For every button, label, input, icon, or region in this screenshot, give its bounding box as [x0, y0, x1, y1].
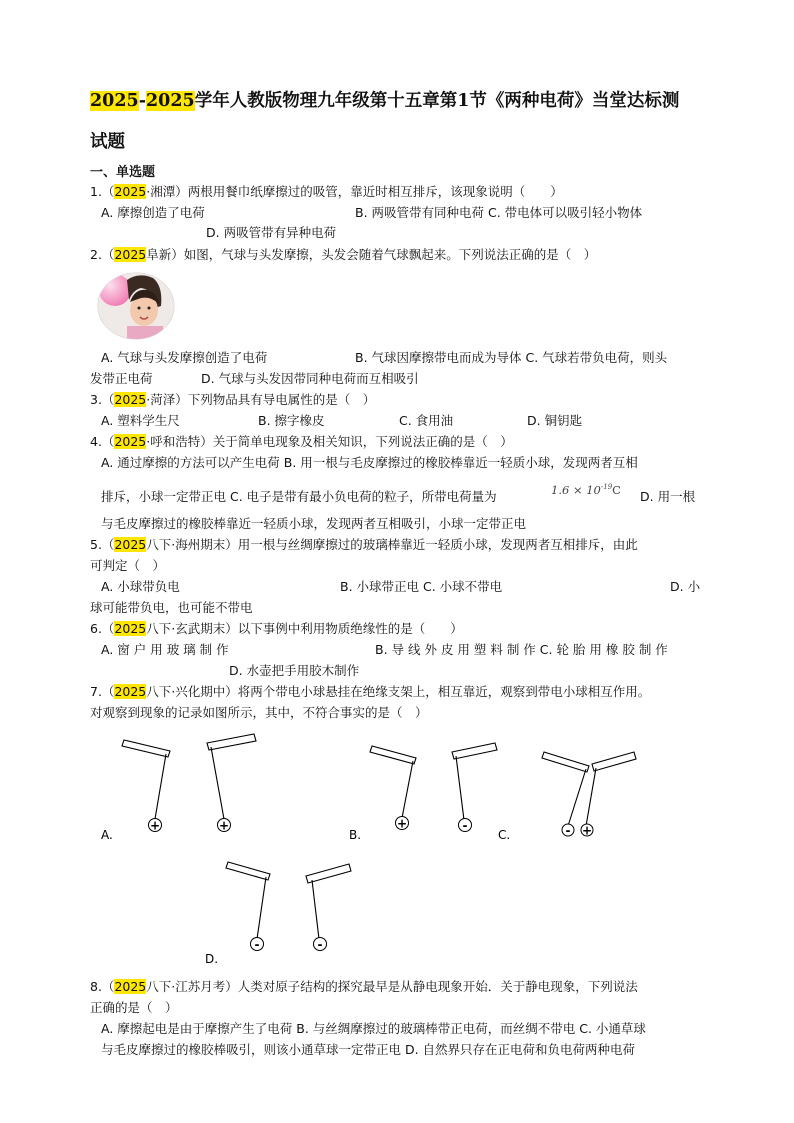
q2-option-bc: B. 气球因摩擦带电而成为导体 C. 气球若带负电荷，则头 — [355, 350, 668, 365]
q5-option-a: A. 小球带负电 — [101, 579, 180, 594]
title-year-start: 2025 — [90, 91, 139, 111]
figure-label-d: D. — [205, 952, 219, 966]
section-heading: 一、单选题 — [90, 165, 156, 180]
charge-sign: + — [396, 816, 408, 831]
electron-charge-formula: $1.6 \times 10^{-19}C$ — [551, 483, 621, 497]
figure-label-b: B. — [349, 828, 362, 842]
title-dash: - — [138, 91, 146, 111]
q6-option-a: A. 窗 户 用 玻 璃 制 作 — [101, 642, 229, 657]
q8-options-line1: A. 摩擦起电是由于摩擦产生了电荷 B. 与丝绸摩擦过的玻璃棒带正电荷，而丝绸不带电 C. 小通草球 — [101, 1021, 646, 1036]
year-highlight: 2025 — [114, 621, 147, 636]
q5-continued: 可判定（ ） — [90, 558, 166, 573]
year-highlight: 2025 — [114, 184, 147, 199]
balloon-girl-image — [97, 272, 175, 340]
question-7: 7.（2025八下·兴化期中）将两个带电小球悬挂在绝缘支架上，相互靠近，观察到带电小球相互作用。 — [90, 684, 651, 699]
year-highlight: 2025 — [114, 392, 147, 407]
q4-options-line1: A. 通过摩擦的方法可以产生电荷 B. 用一根与毛皮摩擦过的橡胶棒靠近一轻质小球，发现两者互相 — [101, 455, 638, 470]
q5-option-d-continued: 球可能带负电，也可能不带电 — [90, 600, 253, 615]
q1-option-a: A. 摩擦创造了电荷 — [101, 205, 205, 220]
figure-label-c: C. — [498, 828, 511, 842]
q8-continued: 正确的是（ ） — [90, 1000, 178, 1015]
year-highlight: 2025 — [114, 684, 147, 699]
charge-sign: - — [254, 937, 260, 952]
q3-option-d: D. 铜钥匙 — [527, 413, 583, 428]
year-highlight: 2025 — [114, 247, 147, 262]
q4-option-d: D. 用一根 — [640, 489, 696, 504]
q7-continued: 对观察到现象的记录如图所示，其中，不符合事实的是（ ） — [90, 705, 428, 720]
figure-label-a: A. — [101, 828, 113, 842]
question-6: 6.（2025八下·玄武期末）以下事例中利用物质绝缘性的是（ ） — [90, 621, 463, 636]
charge-sign: + — [218, 818, 230, 833]
q2-option-c-continued: 发带正电荷 — [90, 371, 153, 386]
q1-option-bc: B. 两吸管带有同种电荷 C. 带电体可以吸引轻小物体 — [355, 205, 643, 220]
year-highlight: 2025 — [114, 979, 147, 994]
q8-options-line2: 与毛皮摩擦过的橡胶棒吸引，则该小通草球一定带正电 D. 自然界只存在正电荷和负电荷两种电荷 — [101, 1042, 636, 1057]
figure-a — [122, 734, 256, 819]
document-title-line2: 试题 — [90, 132, 125, 152]
q4-options-line3: 与毛皮摩擦过的橡胶棒靠近一轻质小球，发现两者互相吸引，小球一定带正电 — [101, 516, 527, 531]
figure-b — [370, 743, 497, 820]
charge-sign: - — [317, 937, 323, 952]
title-text: 学年人教版物理九年级第十五章第1节《两种电荷》当堂达标测 — [194, 91, 680, 111]
title-year-end: 2025 — [145, 91, 195, 111]
charge-sign: + — [581, 823, 593, 838]
q3-option-b: B. 擦字橡皮 — [258, 413, 325, 428]
charged-balls-figure — [0, 720, 794, 970]
question-1: 1.（2025·湘潭）两根用餐巾纸摩擦过的吸管，靠近时相互排斥，该现象说明（ ） — [90, 184, 563, 199]
q5-option-d: D. 小 — [670, 579, 701, 594]
q2-option-a: A. 气球与头发摩擦创造了电荷 — [101, 350, 268, 365]
question-8: 8.（2025八下·江苏月考）人类对原子结构的探究最早是从静电现象开始．关于静电现象，下列说法 — [90, 979, 638, 994]
q4-options-line2: 排斥，小球一定带正电 C. 电子是带有最小负电荷的粒子，所带电荷量为 — [101, 489, 497, 504]
document-title — [90, 87, 679, 112]
charge-sign: - — [565, 823, 571, 838]
figure-d — [226, 862, 351, 939]
charge-sign: - — [462, 818, 468, 833]
q3-option-c: C. 食用油 — [399, 413, 454, 428]
q6-option-bc: B. 导 线 外 皮 用 塑 料 制 作 C. 轮 胎 用 橡 胶 制 作 — [375, 642, 668, 657]
year-highlight: 2025 — [114, 537, 147, 552]
q6-option-d: D. 水壶把手用胶木制作 — [229, 663, 360, 678]
q5-option-bc: B. 小球带正电 C. 小球不带电 — [340, 579, 503, 594]
question-5: 5.（2025八下·海州期末）用一根与丝绸摩擦过的玻璃棒靠近一轻质小球，发现两者互相排斥，由此 — [90, 537, 638, 552]
question-4: 4.（2025·呼和浩特）关于简单电现象及相关知识，下列说法正确的是（ ） — [90, 434, 513, 449]
charge-sign: + — [149, 818, 161, 833]
figure-c — [542, 752, 636, 826]
year-highlight: 2025 — [114, 434, 147, 449]
q3-option-a: A. 塑料学生尺 — [101, 413, 180, 428]
q1-option-d: D. 两吸管带有异种电荷 — [206, 225, 337, 240]
q2-option-d: D. 气球与头发因带同种电荷而互相吸引 — [201, 371, 419, 386]
question-2: 2.（2025阜新）如图，气球与头发摩擦，头发会随着气球飘起来。下列说法正确的是（ ） — [90, 247, 597, 262]
question-3: 3.（2025·菏泽）下列物品具有导电属性的是（ ） — [90, 392, 376, 407]
